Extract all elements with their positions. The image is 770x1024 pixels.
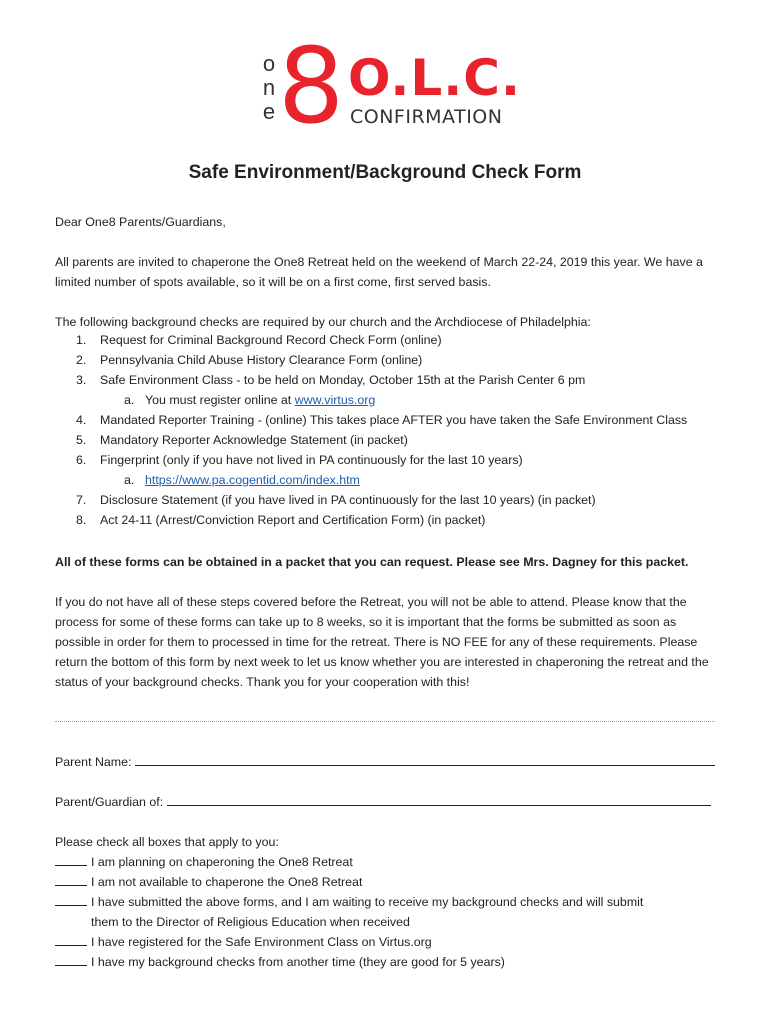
parent-of-field[interactable] bbox=[167, 793, 711, 806]
closing-paragraph: If you do not have all of these steps covered before the Retreat, you will not be able to attend. Please know that the process for some of these forms can take up to 8 weeks, so it is important that the forms be submitted as soon as possible in order for them to processed in time for the retreat. There is NO FEE for any of these requirements. Please return the bottom of this form by next week to let us know whether you are interested in chaperoning the retreat and the status of your background checks. Thank you for your cooperation with this! bbox=[55, 595, 709, 689]
cogentid-link[interactable]: https://www.pa.cogentid.com/index.htm bbox=[145, 473, 360, 487]
parent-name-field[interactable] bbox=[135, 753, 715, 766]
logo-eight: 8 bbox=[278, 25, 345, 147]
checkbox-option: I have submitted the above forms, and I am waiting to receive my background checks and will submit bbox=[55, 892, 725, 912]
checkbox-option: I am not available to chaperone the One8 Retreat bbox=[55, 872, 725, 892]
checkbox-option-continued: them to the Director of Religious Education when received bbox=[91, 915, 410, 929]
list-item: 4. Mandated Reporter Training - (online) This takes place AFTER you have taken the Safe Environment Class bbox=[76, 413, 688, 427]
list-item: 2. Pennsylvania Child Abuse History Clearance Form (online) bbox=[76, 353, 423, 367]
logo-confirmation: CONFIRMATION bbox=[350, 106, 503, 128]
check-blank[interactable] bbox=[55, 893, 87, 906]
checkbox-option: I am planning on chaperoning the One8 Retreat bbox=[55, 852, 725, 872]
list-item: 5. Mandatory Reporter Acknowledge Statement (in packet) bbox=[76, 433, 408, 447]
page-title: Safe Environment/Background Check Form bbox=[188, 162, 582, 183]
check-blank[interactable] bbox=[55, 953, 87, 966]
list-item: 3. Safe Environment Class - to be held on Monday, October 15th at the Parish Center 6 pm bbox=[76, 373, 586, 387]
checkbox-option: I have registered for the Safe Environment Class on Virtus.org bbox=[55, 932, 725, 952]
list-item: 7. Disclosure Statement (if you have lived in PA continuously for the last 10 years) (in packet) bbox=[76, 493, 596, 507]
list-item: 6. Fingerprint (only if you have not lived in PA continuously for the last 10 years) bbox=[76, 453, 523, 467]
sub-list-item: a. You must register online at www.virtus.org bbox=[124, 393, 376, 407]
check-blank[interactable] bbox=[55, 853, 87, 866]
intro-paragraph: All parents are invited to chaperone the One8 Retreat held on the weekend of March 22-24, 2019 this year. We have a limited number of spots available, so it will be on a first come, first served basis. bbox=[55, 255, 703, 289]
parent-name-row bbox=[55, 752, 725, 772]
logo-one-stack bbox=[258, 52, 280, 124]
checkbox-intro: Please check all boxes that apply to you: bbox=[55, 835, 279, 849]
logo-olc: O.L.C. bbox=[348, 49, 521, 107]
check-blank[interactable] bbox=[55, 873, 87, 886]
parent-of-row bbox=[55, 792, 725, 812]
one8-olc-confirmation-logo bbox=[258, 25, 528, 147]
checks-intro: The following background checks are required by our church and the Archdiocese of Philadelphia: bbox=[55, 315, 591, 329]
greeting: Dear One8 Parents/Guardians, bbox=[55, 215, 226, 229]
parent-of-label: Parent/Guardian of: bbox=[55, 795, 164, 809]
parent-name-label: Parent Name: bbox=[55, 755, 132, 769]
background-checks-list bbox=[55, 330, 735, 530]
list-item: 1. Request for Criminal Background Record Check Form (online) bbox=[76, 333, 442, 347]
logo-letter-o: o bbox=[262, 51, 276, 76]
list-item: 8. Act 24-11 (Arrest/Conviction Report and Certification Form) (in packet) bbox=[76, 513, 486, 527]
logo-letter-e: e bbox=[262, 99, 276, 124]
logo-letter-n: n bbox=[262, 75, 276, 100]
sub-list-item: a. https://www.pa.cogentid.com/index.htm bbox=[124, 473, 360, 487]
check-blank[interactable] bbox=[55, 933, 87, 946]
tear-off-divider bbox=[55, 721, 715, 722]
checkbox-option: I have my background checks from another time (they are good for 5 years) bbox=[55, 952, 725, 972]
checkbox-section bbox=[55, 832, 725, 972]
virtus-link[interactable]: www.virtus.org bbox=[294, 393, 376, 407]
packet-note: All of these forms can be obtained in a packet that you can request. Please see Mrs. Dagney for this packet. bbox=[55, 555, 689, 569]
